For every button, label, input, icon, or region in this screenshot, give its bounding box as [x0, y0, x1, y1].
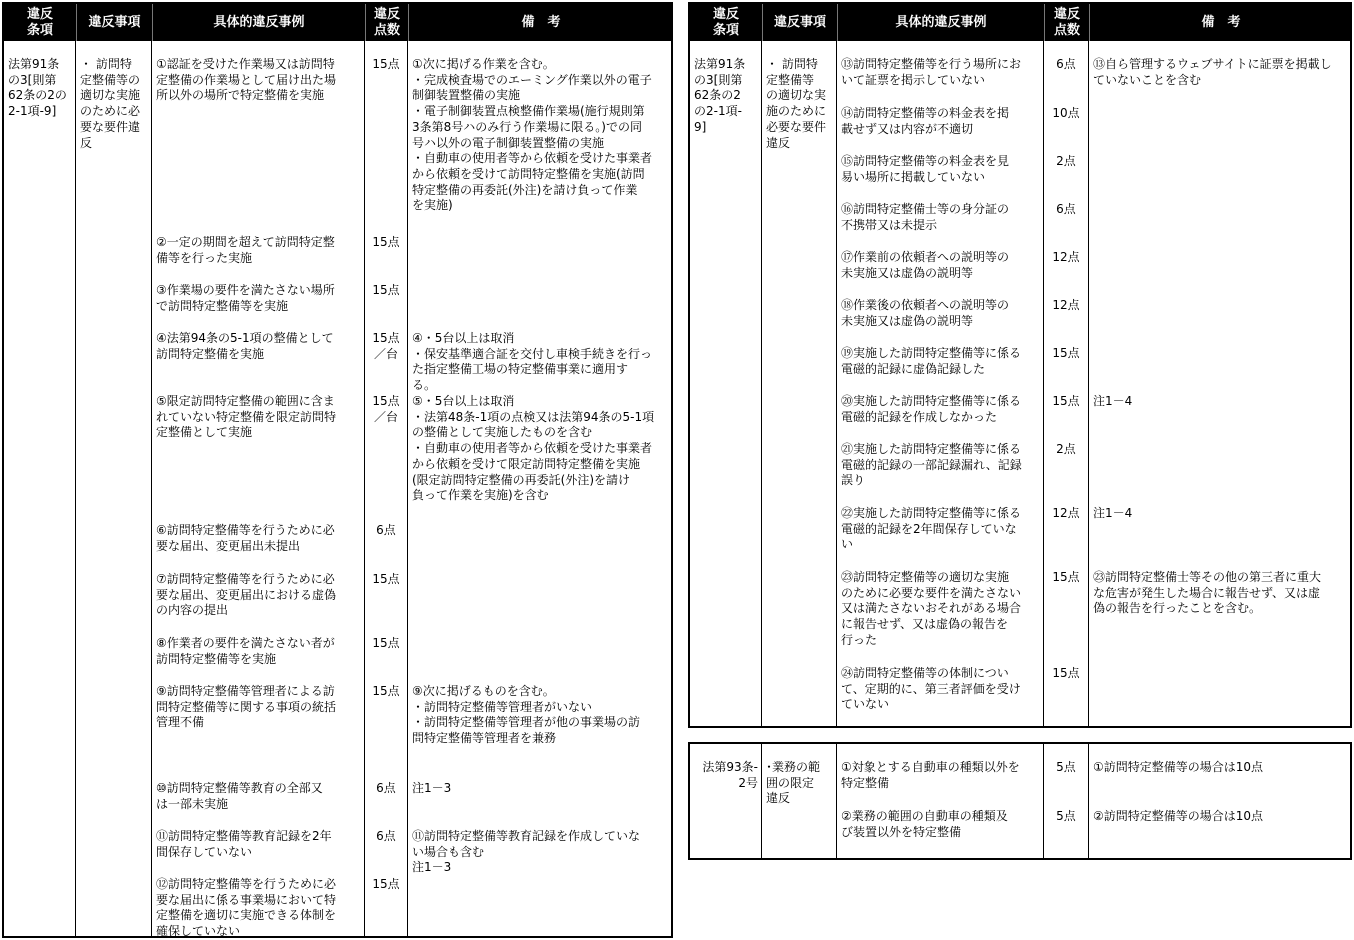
header-example: 具体的違反事例 [837, 4, 1044, 41]
example-cell: ㉒実施した訪問特定整備等に係る 電磁的記録を2年間保存していな い [841, 506, 1022, 552]
example-cell: ①対象とする自動車の種類以外を 特定整備 [841, 760, 1020, 790]
example-cell: ㉓訪問特定整備等の適切な実施 のために必要な要件を満たさない 又は満たさないおそれがある場合 に報告せず、又は虚偽の報告を 行った [841, 570, 1022, 647]
points-cell: 6点 [376, 523, 396, 537]
example-cell: ⑨訪問特定整備等管理者による訪 問特定整備等に関する事項の統括 管理不備 [156, 684, 337, 730]
divider [836, 744, 837, 858]
remarks-cell: ②訪問特定整備等の場合は10点 [1093, 809, 1264, 823]
bottom-table [688, 742, 1352, 860]
header-remarks: 備 考 [408, 4, 673, 41]
points-cell: 15点 [372, 235, 400, 249]
example-cell: ⑯訪問特定整備士等の身分証の 不携帯又は未提示 [841, 202, 1010, 232]
example-cell: ⑬訪問特定整備等を行う場所にお いて証票を掲示していない [841, 57, 1022, 87]
example-cell: ⑦訪問特定整備等を行うために必 要な届出、変更届出における虚偽 の内容の提出 [156, 572, 337, 618]
header-points: 違反 点数 [1044, 4, 1089, 41]
matter-cell: ・ 訪問特 定整備等 の適切な実 施のために 必要な要件 違反 [766, 57, 827, 150]
header-remarks: 備 考 [1089, 4, 1352, 41]
header-matter: 違反事項 [762, 4, 837, 41]
points-cell: 15点 [372, 283, 400, 297]
points-cell: 2点 [1056, 442, 1076, 456]
points-cell: 2点 [1056, 154, 1076, 168]
points-cell: 15点 [372, 636, 400, 650]
divider [364, 41, 365, 936]
example-cell: ⑳実施した訪問特定整備等に係る 電磁的記録を作成しなかった [841, 394, 1022, 424]
example-cell: ③作業場の要件を満たさない場所 で訪問特定整備等を実施 [156, 283, 335, 313]
divider [761, 744, 762, 858]
remarks-cell: ⑬自ら管理するウェブサイトに証票を掲載し ていないことを含む [1093, 57, 1332, 87]
example-cell: ㉑実施した訪問特定整備等に係る 電磁的記録の一部記録漏れ、記録 誤り [841, 442, 1022, 488]
example-cell: ④法第94条の5-1項の整備として 訪問特定整備を実施 [156, 331, 334, 361]
left-table-header [4, 4, 671, 41]
divider [761, 41, 762, 726]
remarks-cell: 注1－3 [412, 781, 452, 795]
example-cell: ⑰作業前の依頼者への説明等の 未実施又は虚偽の説明等 [841, 250, 1010, 280]
remarks-cell: ⑤・5台以上は取消 ・法第48条-1項の点検又は法第94条の5-1項 の整備として実施したものを含む ・自動車の使用者等から依頼を受けた事業者 から依頼を受けて限定訪問特定整備を実施 (限定訪問特定整備の再委託(外注)を請け 負って作業を実施)を含む [412, 394, 655, 503]
points-cell: 6点 [1056, 57, 1076, 71]
points-cell: 6点 [376, 781, 396, 795]
points-cell: 15点 [372, 684, 400, 698]
divider [151, 41, 152, 936]
remarks-cell: ④・5台以上は取消 ・保安基準適合証を交付し車検手続きを行っ た指定整備工場の特定整備事業に適用す る。 [412, 331, 653, 393]
points-cell: 15点 [1052, 666, 1080, 680]
points-cell: 15点 [1052, 346, 1080, 360]
points-cell: 15点 [372, 57, 400, 71]
example-cell: ⑱作業後の依頼者への説明等の 未実施又は虚偽の説明等 [841, 298, 1010, 328]
points-cell: 15点 [1052, 570, 1080, 584]
example-cell: ⑩訪問特定整備等教育の全部又 は一部未実施 [156, 781, 323, 811]
remarks-cell: ①次に掲げる作業を含む。 ・完成検査場でのエーミング作業以外の電子 制御装置整備の実施 ・電子制御装置点検整備作業場(施行規則第 3条第8号ハのみ行う作業場に限る。)での同 号ハ以外の電子制御装置整備の実施 ・自動車の使用者等から依頼を受けた事業者 から依頼を受けて訪問特定整備を実施(訪問 特定整備の再委託(外注)を請け負って作業 を実施) [412, 57, 653, 213]
header-example: 具体的違反事例 [152, 4, 365, 41]
example-cell: ⑭訪問特定整備等の料金表を掲 載せず又は内容が不適切 [841, 106, 1010, 136]
example-cell: ②一定の期間を超えて訪問特定整 備等を行った実施 [156, 235, 335, 265]
divider [1088, 41, 1089, 726]
divider [836, 41, 837, 726]
points-cell: 12点 [1052, 250, 1080, 264]
remarks-cell: 注1－4 [1093, 506, 1133, 520]
points-cell: 15点 ／台 [372, 331, 400, 361]
remarks-cell: ㉓訪問特定整備士等その他の第三者に重大 な危害が発生した場合に報告せず、又は虚 偽の報告を行ったことを含む。 [1093, 570, 1322, 616]
points-cell: 15点 [372, 877, 400, 891]
points-cell: 12点 [1052, 506, 1080, 520]
points-cell: 15点 [1052, 394, 1080, 408]
points-cell: 10点 [1052, 106, 1080, 120]
example-cell: ⑥訪問特定整備等を行うために必 要な届出、変更届出未提出 [156, 523, 335, 553]
divider [1043, 41, 1044, 726]
right-table-header [690, 4, 1350, 41]
remarks-cell: ⑨次に掲げるものを含む。 ・訪問特定整備等管理者がいない ・訪問特定整備等管理者が他の事業場の訪 問特定整備等管理者を兼務 [412, 684, 641, 746]
example-cell: ⑮訪問特定整備等の料金表を見 易い場所に掲載していない [841, 154, 1010, 184]
header-article: 違反 条項 [26, 6, 53, 38]
points-cell: 5点 [1056, 809, 1076, 823]
article-cell: 法第91条 の3[則第 62条の2 の2-1項- 9] [694, 57, 746, 134]
points-cell: 6点 [376, 829, 396, 843]
divider [75, 41, 76, 936]
example-cell: ⑤限定訪問特定整備の範囲に含ま れていない特定整備を限定訪問特 定整備として実施 [156, 394, 337, 440]
matter-cell: ･業務の範 囲の限定 違反 [766, 760, 821, 806]
points-cell: 15点 ／台 [372, 394, 400, 424]
example-cell: ⑪訪問特定整備等教育記録を2年 間保存していない [156, 829, 332, 859]
points-cell: 15点 [372, 572, 400, 586]
points-cell: 12点 [1052, 298, 1080, 312]
remarks-cell: ①訪問特定整備等の場合は10点 [1093, 760, 1264, 774]
example-cell: ①認証を受けた作業場又は訪問特 定整備の作業場として届け出た場 所以外の場所で特定整備を実施 [156, 57, 337, 103]
right-table [688, 2, 1352, 728]
header-article: 違反 条項 [712, 6, 739, 38]
header-points: 違反 点数 [365, 4, 408, 41]
article-cell: 法第93条- 2号 [702, 760, 758, 790]
example-cell: ②業務の範囲の自動車の種類及 び装置以外を特定整備 [841, 809, 1008, 839]
points-cell: 5点 [1056, 760, 1076, 774]
example-cell: ⑧作業者の要件を満たさない者が 訪問特定整備等を実施 [156, 636, 335, 666]
example-cell: ⑫訪問特定整備等を行うために必 要な届出に係る事業場において特 定整備を適切に実施できる体制を 確保していない [156, 877, 337, 939]
example-cell: ㉔訪問特定整備等の体制につい て、定期的に、第三者評価を受け ていない [841, 666, 1021, 712]
points-cell: 6点 [1056, 202, 1076, 216]
header-matter: 違反事項 [76, 4, 152, 41]
example-cell: ⑲実施した訪問特定整備等に係る 電磁的記録に虚偽記録した [841, 346, 1022, 376]
remarks-cell: ⑪訪問特定整備等教育記録を作成していな い場合も含む 注1－3 [412, 829, 641, 875]
matter-cell: ・ 訪問特 定整備等の 適切な実施 のために必 要な要件違 反 [80, 57, 141, 150]
left-table [2, 2, 673, 938]
remarks-cell: 注1－4 [1093, 394, 1133, 408]
article-cell: 法第91条 の3[則第 62条の2の 2-1項-9] [8, 57, 67, 119]
divider [407, 41, 408, 936]
